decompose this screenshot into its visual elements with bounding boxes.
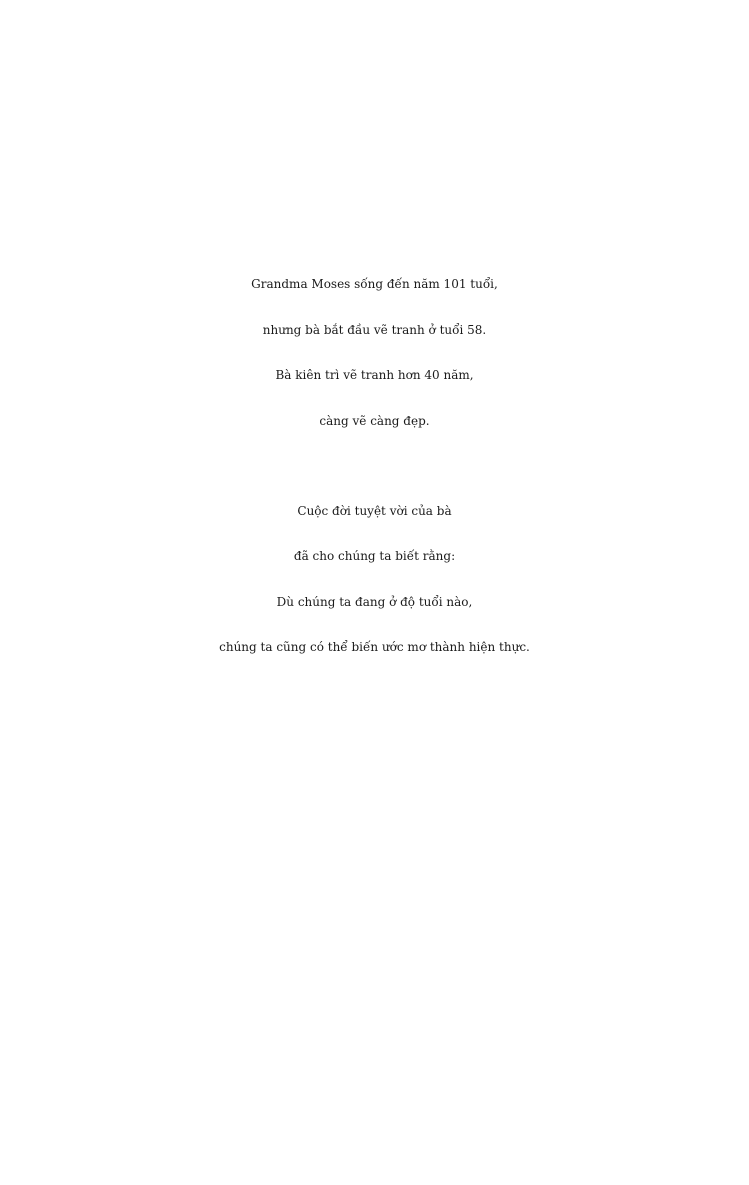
text-line: Bà kiên trì vẽ tranh hơn 40 năm, bbox=[275, 368, 474, 382]
text-line: càng vẽ càng đẹp. bbox=[319, 414, 430, 428]
text-line: đã cho chúng ta biết rằng: bbox=[293, 549, 456, 563]
text-line: Dù chúng ta đang ở độ tuổi nào, bbox=[276, 595, 473, 609]
text-line: Cuộc đời tuyệt vời của bà bbox=[297, 504, 452, 518]
text-line: nhưng bà bắt đầu vẽ tranh ở tuổi 58. bbox=[262, 323, 487, 337]
text-line: Grandma Moses sống đến năm 101 tuổi, bbox=[251, 277, 498, 291]
text-line: chúng ta cũng có thể biến ước mơ thành hiện thực. bbox=[219, 640, 530, 654]
